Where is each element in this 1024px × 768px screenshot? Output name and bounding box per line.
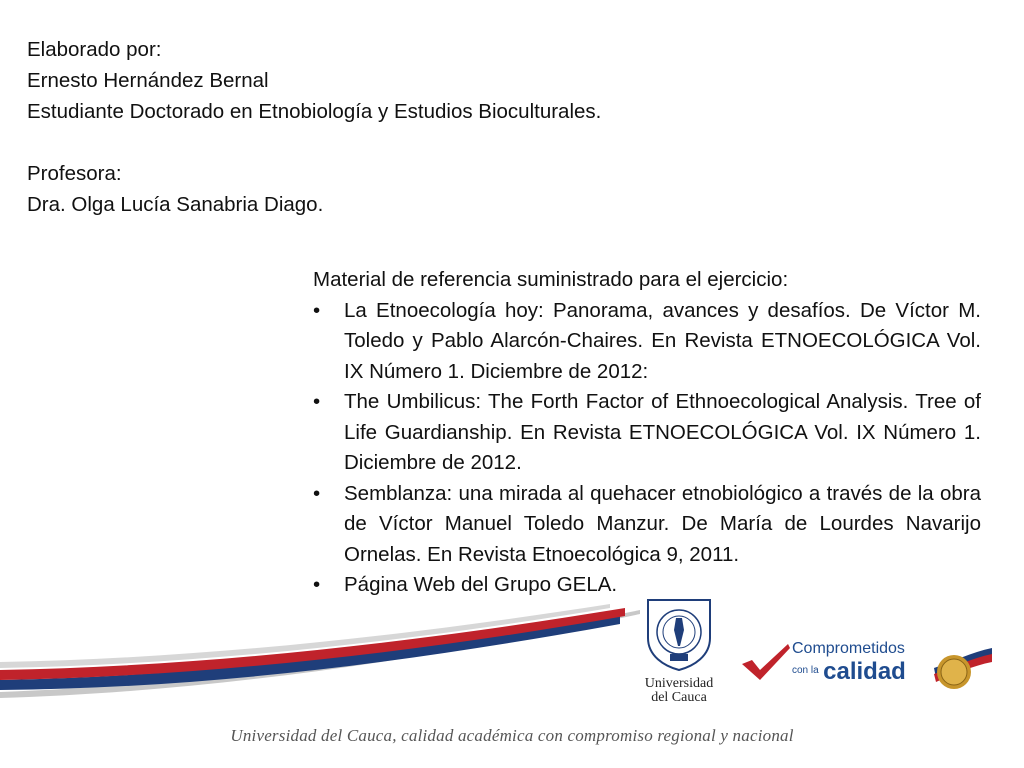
- spacer: [27, 127, 601, 158]
- reference-text: La Etnoecología hoy: Panorama, avances y desafíos. De Víctor M. Toledo y Pablo Alarcón-Chaires. En Revista ETNOECOLÓGICA Vol. IX Número 1. Diciembre de 2012:: [344, 298, 981, 383]
- reference-text: The Umbilicus: The Forth Factor of Ethnoecological Analysis. Tree of Life Guardianship. En Revista ETNOECOLÓGICA Vol. IX Número 1. Diciembre de 2012.: [344, 390, 981, 474]
- author-name: Ernesto Hernández Bernal: [27, 69, 269, 92]
- elaborado-label: Elaborado por:: [27, 38, 162, 61]
- comprometidos-text: Comprometidos: [792, 640, 905, 657]
- reference-item: [313, 387, 981, 479]
- university-name-line1: Universidad: [644, 676, 714, 691]
- references-block: [313, 265, 981, 601]
- professor-name: Dra. Olga Lucía Sanabria Diago.: [27, 193, 324, 216]
- medal-icon: [928, 638, 996, 696]
- universidad-del-cauca-logo: [634, 596, 724, 710]
- references-list: [313, 296, 981, 601]
- reference-item: [313, 479, 981, 571]
- university-name-line2: del Cauca: [651, 690, 707, 705]
- university-seal-icon: [634, 596, 724, 672]
- reference-text: Página Web del Grupo GELA.: [344, 573, 618, 596]
- bullet-icon: •: [313, 573, 321, 596]
- con-la-text: con la: [792, 665, 819, 676]
- checkmark-icon: [740, 642, 792, 682]
- references-heading: Material de referencia suministrado para el ejercicio:: [313, 268, 789, 291]
- footer-tagline: Universidad del Cauca, calidad académica con compromiso regional y nacional: [230, 726, 794, 745]
- author-block: [27, 34, 601, 220]
- bullet-icon: •: [313, 298, 321, 322]
- reference-item: [313, 296, 981, 388]
- calidad-text: calidad: [823, 658, 906, 685]
- profesora-label: Profesora:: [27, 162, 122, 185]
- comprometidos-con-la-calidad-logo: [740, 636, 1000, 698]
- author-title: Estudiante Doctorado en Etnobiología y Estudios Bioculturales.: [27, 100, 602, 123]
- bullet-icon: •: [313, 481, 321, 505]
- reference-text: Semblanza: una mirada al quehacer etnobiológico a través de la obra de Víctor Manuel Toledo Manzur. De María de Lourdes Navarijo Ornelas. En Revista Etnoecológica 9, 2011.: [344, 481, 981, 566]
- bullet-icon: •: [313, 390, 321, 413]
